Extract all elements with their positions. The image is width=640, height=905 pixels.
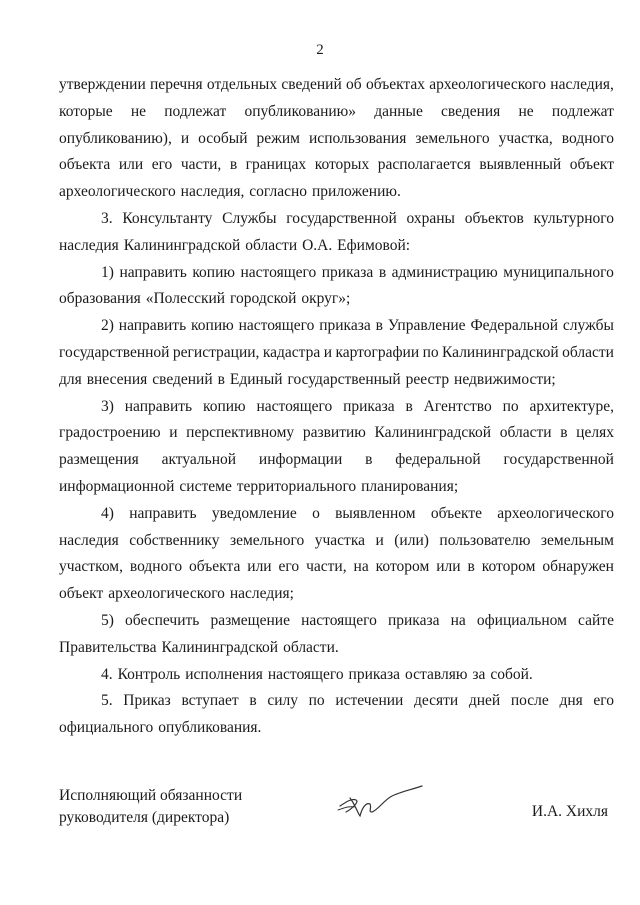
position-line: Исполняющий обязанности (59, 787, 243, 804)
text-line: археологического наследия, согласно приложению. (59, 183, 401, 201)
signatory-name: И.А. Хихля (531, 803, 608, 820)
text-line: участком, водного объекта или его части, на котором или в котором обнаружен (59, 558, 614, 576)
list-item (59, 394, 614, 501)
text-line: 3. Консультанту Службы государственной охраны объектов культурного (101, 209, 614, 227)
signatory-position (59, 785, 242, 829)
text-line: 3) направить копию настоящего приказа в Агентство по архитектуре, (101, 397, 614, 415)
paragraph (59, 206, 614, 260)
text-line: 5) обеспечить размещение настоящего приказа на официальном сайте (101, 611, 614, 629)
text-line: 2) направить копию настоящего приказа в Управление Федеральной службы (101, 317, 614, 335)
text-line: информационной системе территориального планирования; (59, 477, 459, 495)
position-line: руководителя (директора) (59, 809, 230, 826)
text-line: 4. Контроль исполнения настоящего приказа оставляю за собой. (101, 665, 533, 683)
document-body (59, 72, 614, 742)
list-item (59, 313, 614, 393)
text-line: наследия Калининградской области О.А. Ефимовой: (59, 236, 411, 254)
text-line: образования «Полесский городской округ»; (59, 290, 351, 308)
text-line: государственной регистрации, кадастра и картографии по Калининградской области (59, 343, 614, 361)
text-line: которые не подлежат опубликованию» данные сведения не подлежат (59, 102, 614, 120)
paragraph (59, 662, 614, 689)
text-line: наследия собственнику земельного участка и (или) пользователю земельным (59, 531, 614, 549)
handwritten-signature (336, 776, 426, 824)
list-item (59, 608, 614, 662)
text-line: Правительства Калининградской области. (59, 638, 339, 656)
text-line: для внесения сведений в Единый государственный реестр недвижимости; (59, 370, 556, 388)
text-line: утверждении перечня отдельных сведений об объектах археологического наследия, (59, 76, 614, 93)
text-line: размещения актуальной информации в федеральной государственной (59, 451, 614, 469)
text-line: официального опубликования. (59, 719, 262, 737)
text-line: 5. Приказ вступает в силу по истечении десяти дней после дня его (101, 692, 614, 710)
paragraph (59, 72, 614, 206)
text-line: объекта или его части, в границах которых располагается выявленный объект (59, 156, 614, 174)
list-item (59, 260, 614, 314)
text-line: объект археологического наследия; (59, 585, 294, 603)
text-line: 4) направить уведомление о выявленном объекте археологического (101, 504, 614, 522)
text-line: градостроению и перспективному развитию Калининградской области в целях (59, 424, 614, 442)
page-number: 2 (316, 42, 324, 58)
paragraph (59, 688, 614, 742)
text-line: 1) направить копию настоящего приказа в администрацию муниципального (101, 263, 614, 281)
text-line: опубликованию), и особый режим использования земельного участка, водного (59, 129, 614, 147)
list-item (59, 501, 614, 608)
